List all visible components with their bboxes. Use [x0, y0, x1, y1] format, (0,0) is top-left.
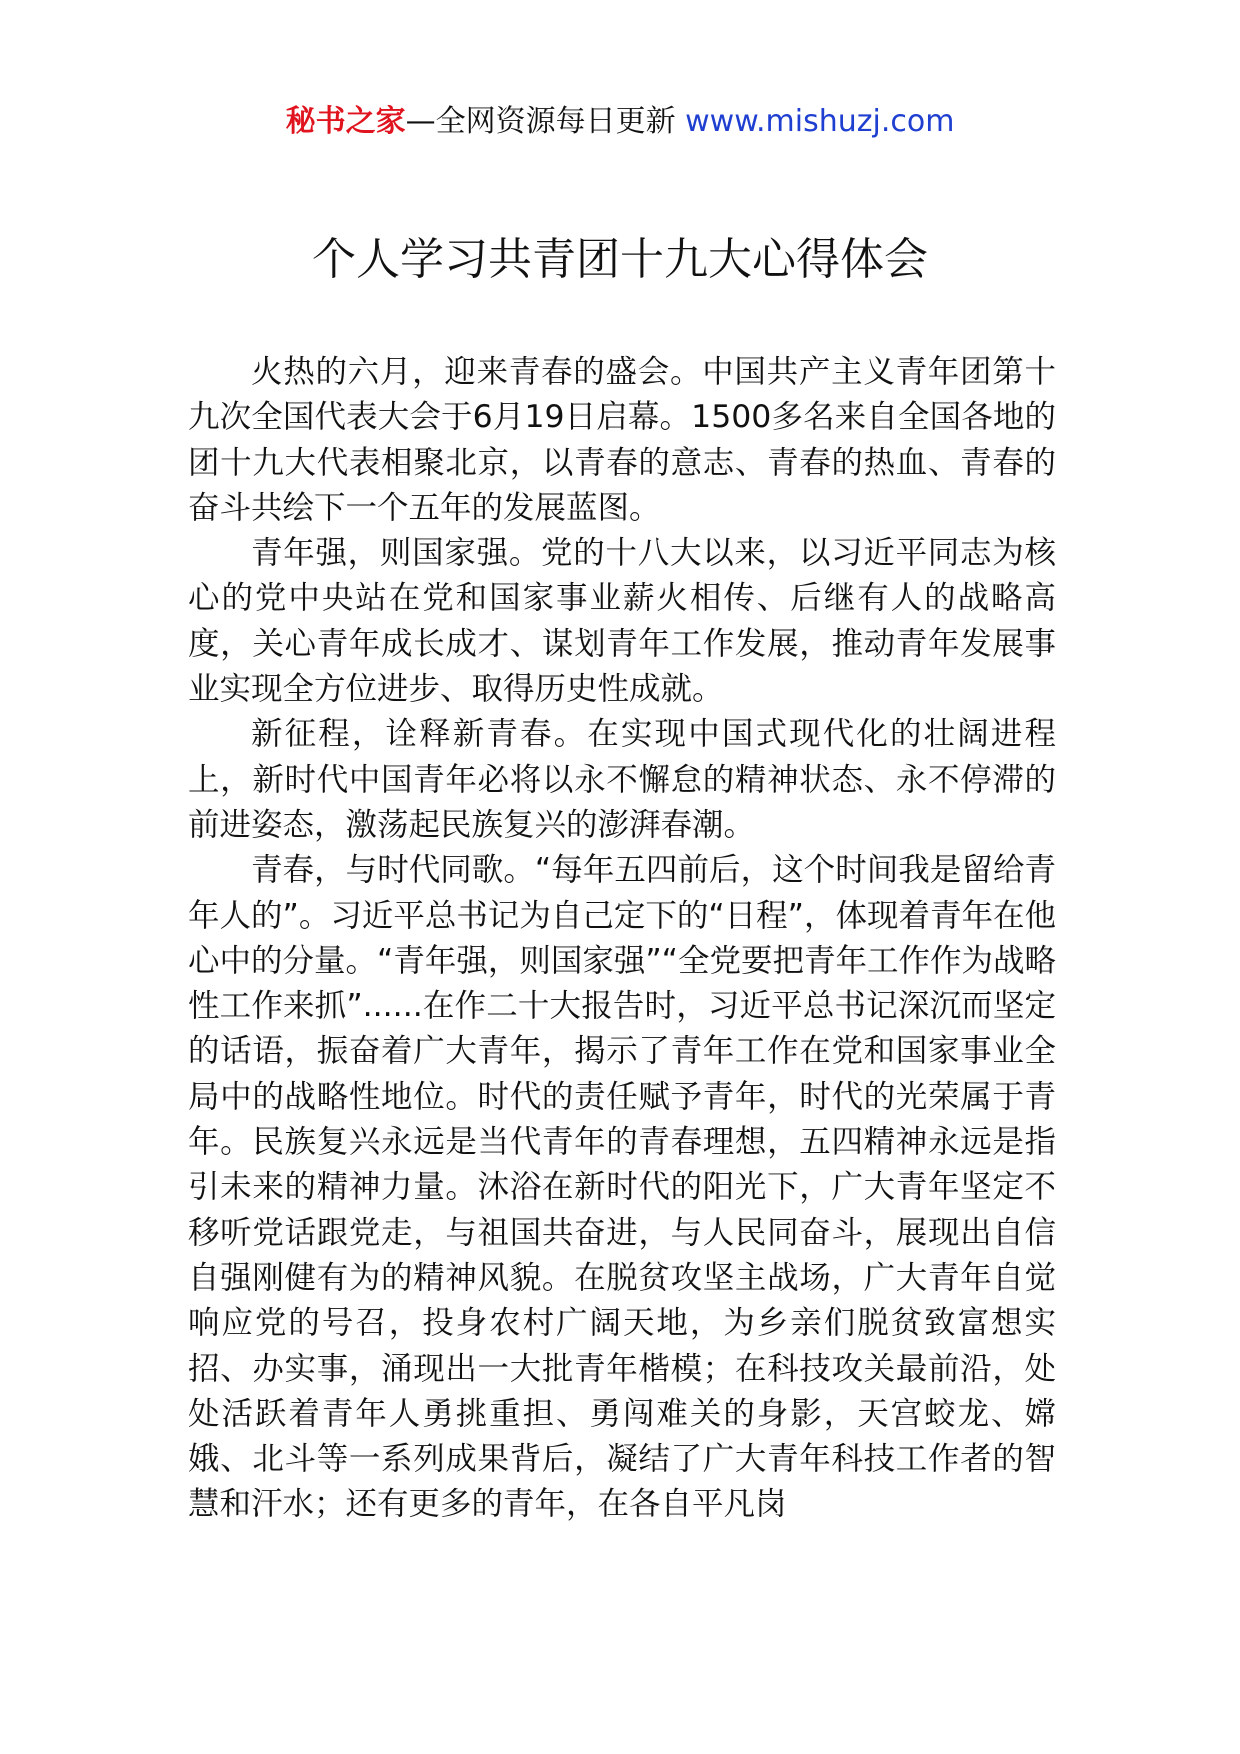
site-brand: 秘书之家: [285, 104, 406, 139]
paragraph: 青春，与时代同歌。“每年五四前后，这个时间我是留给青年人的”。习近平总书记为自己定下的“日程”，体现着青年在他心中的分量。“青年强，则国家强”“全党要把青年工作作为战略性工作来抓”......在作二十大报告时，习近平总书记深沉而坚定的话语，振奋着广大青年，揭示了青年工作在党和国家事业全局中的战略性地位。时代的责任赋予青年，时代的光荣属于青年。民族复兴永远是当代青年的青春理想，五四精神永远是指引未来的精神力量。沐浴在新时代的阳光下，广大青年坚定不移听党话跟党走，与祖国共奋进，与人民同奋斗，展现出自信自强刚健有为的精神风貌。在脱贫攻坚主战场，广大青年自觉响应党的号召，投身农村广阔天地，为乡亲们脱贫致富想实招、办实事，涌现出一大批青年楷模；在科技攻关最前沿，处处活跃着青年人勇挑重担、勇闯难关的身影，天宫蛟龙、嫦娥、北斗等一系列成果背后，凝结了广大青年科技工作者的智慧和汗水；还有更多的青年，在各自平凡岗: [188, 852, 1056, 1523]
site-header: [0, 100, 1240, 144]
site-url-link[interactable]: www.mishuzj.com: [685, 104, 955, 139]
paragraph: 青年强，则国家强。党的十八大以来，以习近平同志为核心的党中央站在党和国家事业薪火相传、后继有人的战略高度，关心青年成长成才、谋划青年工作发展，推动青年发展事业实现全方位进步、取得历史性成就。: [188, 535, 1056, 708]
paragraph: 火热的六月，迎来青春的盛会。中国共产主义青年团第十九次全国代表大会于6月19日启幕。1500多名来自全国各地的团十九大代表相聚北京，以青春的意志、青春的热血、青春的奋斗共绘下一个五年的发展蓝图。: [188, 354, 1056, 526]
site-tagline: —全网资源每日更新: [405, 104, 686, 139]
paragraph: 新征程，诠释新青春。在实现中国式现代化的壮阔进程上，新时代中国青年必将以永不懈怠的精神状态、永不停滞的前进姿态，激荡起民族复兴的澎湃春潮。: [188, 716, 1056, 843]
document-body: [188, 350, 1056, 1528]
document-title: 个人学习共青团十九大心得体会: [312, 234, 928, 285]
